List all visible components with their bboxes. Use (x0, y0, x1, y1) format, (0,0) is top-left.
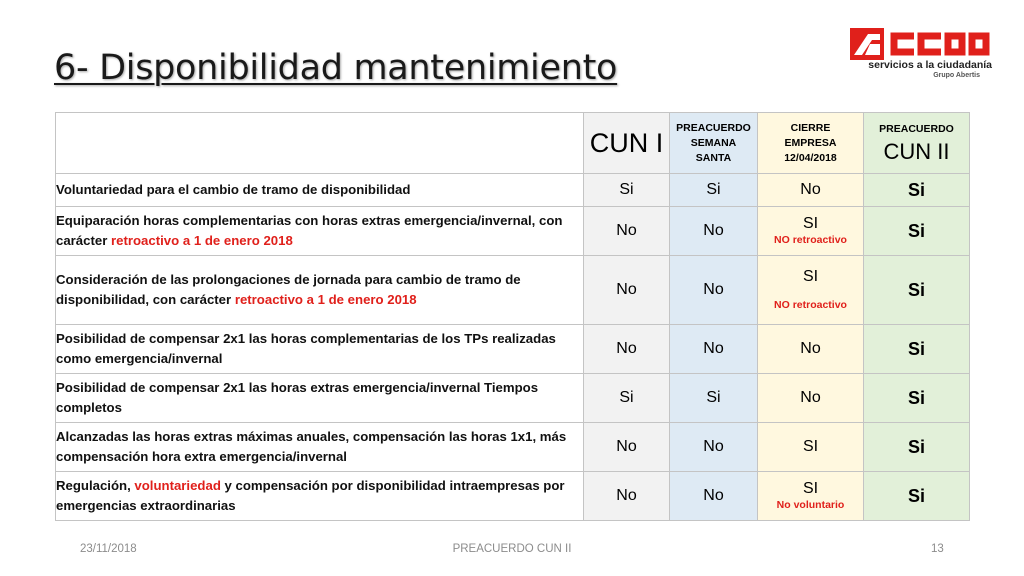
cell-cierre: No (758, 325, 864, 374)
page-number: 13 (931, 543, 944, 555)
cell-semana-santa: Si (670, 374, 758, 423)
cell-cun2: Si (864, 325, 970, 374)
footer-title: PREACUERDO CUN II (452, 543, 572, 555)
cell-cun2: Si (864, 374, 970, 423)
cell-semana-santa: No (670, 207, 758, 256)
cell-cun2: Si (864, 256, 970, 325)
table-row (56, 174, 970, 207)
cell-cun2: Si (864, 423, 970, 472)
cell-cun2: Si (864, 207, 970, 256)
header-line: PREACUERDO (879, 123, 954, 135)
header-blank-cell (56, 113, 584, 174)
row-description: Alcanzadas las horas extras máximas anuales, compensación las horas 1x1, más compensación hora extra emergencia/invernal (56, 423, 584, 472)
desc-highlight: retroactivo a 1 de enero 2018 (234, 292, 417, 307)
cell-semana-santa: Si (670, 174, 758, 207)
header-line: EMPRESA (784, 136, 837, 149)
logo-group: Grupo Abertis (933, 72, 980, 79)
cell-cierre: SI (758, 423, 864, 472)
cell-cun1: No (584, 423, 670, 472)
cell-cierre-note: No voluntario (776, 499, 845, 511)
cell-cierre: No (758, 374, 864, 423)
table-row (56, 423, 970, 472)
cell-cun1: No (584, 256, 670, 325)
desc-text: y compensación por disponibilidad intraempresas por emergencias extraordinarias (56, 478, 565, 513)
cell-cun2: Si (864, 174, 970, 207)
desc-text: Equiparación horas complementarias con horas extras emergencia/invernal, con carácter (56, 213, 563, 248)
row-description (56, 207, 584, 256)
cell-cierre-note: NO retroactivo (774, 299, 847, 311)
cell-cierre: No (758, 174, 864, 207)
desc-text: Consideración de las prolongaciones de jornada para cambio de tramo de disponibilidad, con carácter (56, 272, 521, 307)
desc-highlight: retroactivo a 1 de enero 2018 (111, 233, 293, 248)
table-row (56, 472, 970, 521)
table-header-row (56, 113, 970, 174)
cell-cun1: Si (584, 374, 670, 423)
cell-cierre-value: SI (802, 215, 819, 232)
cell-semana-santa: No (670, 325, 758, 374)
comparison-table (55, 112, 970, 521)
table-row (56, 207, 970, 256)
desc-text: Regulación, (56, 478, 135, 493)
header-line: PREACUERDO (676, 121, 751, 134)
cell-cierre-value: SI (802, 480, 819, 497)
cell-cierre (758, 256, 864, 325)
table-row (56, 325, 970, 374)
row-description: Posibilidad de compensar 2x1 las horas complementarias de los TPs realizadas como emergencia/invernal (56, 325, 584, 374)
cell-cun1: No (584, 207, 670, 256)
table-row (56, 374, 970, 423)
row-description: Posibilidad de compensar 2x1 las horas extras emergencia/invernal Tiempos completos (56, 374, 584, 423)
header-cun1: CUN I (584, 113, 670, 174)
desc-highlight: voluntariedad (134, 478, 221, 493)
header-cun2 (864, 113, 970, 174)
cell-cun1: Si (584, 174, 670, 207)
header-line: 12/04/2018 (784, 151, 837, 164)
row-description (56, 472, 584, 521)
header-cun2-big: CUN II (883, 139, 950, 164)
cell-cierre (758, 472, 864, 521)
cell-cun1: No (584, 472, 670, 521)
header-cierre-empresa (758, 113, 864, 174)
cell-cun2: Si (864, 472, 970, 521)
cell-semana-santa: No (670, 423, 758, 472)
row-description: Voluntariedad para el cambio de tramo de disponibilidad (56, 174, 584, 207)
cell-cierre-note: NO retroactivo (774, 234, 847, 246)
header-line: SEMANA (690, 136, 737, 149)
cell-cierre (758, 207, 864, 256)
cell-cierre-value: SI (802, 268, 819, 285)
table-row (56, 256, 970, 325)
header-line: SANTA (695, 151, 732, 164)
ccoo-logo-mark (850, 28, 992, 60)
slide-title: 6- Disponibilidad mantenimiento (54, 48, 618, 88)
header-preacuerdo-semana-santa (670, 113, 758, 174)
cell-semana-santa: No (670, 256, 758, 325)
cell-semana-santa: No (670, 472, 758, 521)
footer-date: 23/11/2018 (80, 543, 137, 555)
ccoo-logo (850, 28, 992, 84)
logo-subtitle: servicios a la ciudadanía (868, 59, 992, 71)
header-line: CIERRE (790, 121, 831, 134)
cell-cun1: No (584, 325, 670, 374)
row-description (56, 256, 584, 325)
